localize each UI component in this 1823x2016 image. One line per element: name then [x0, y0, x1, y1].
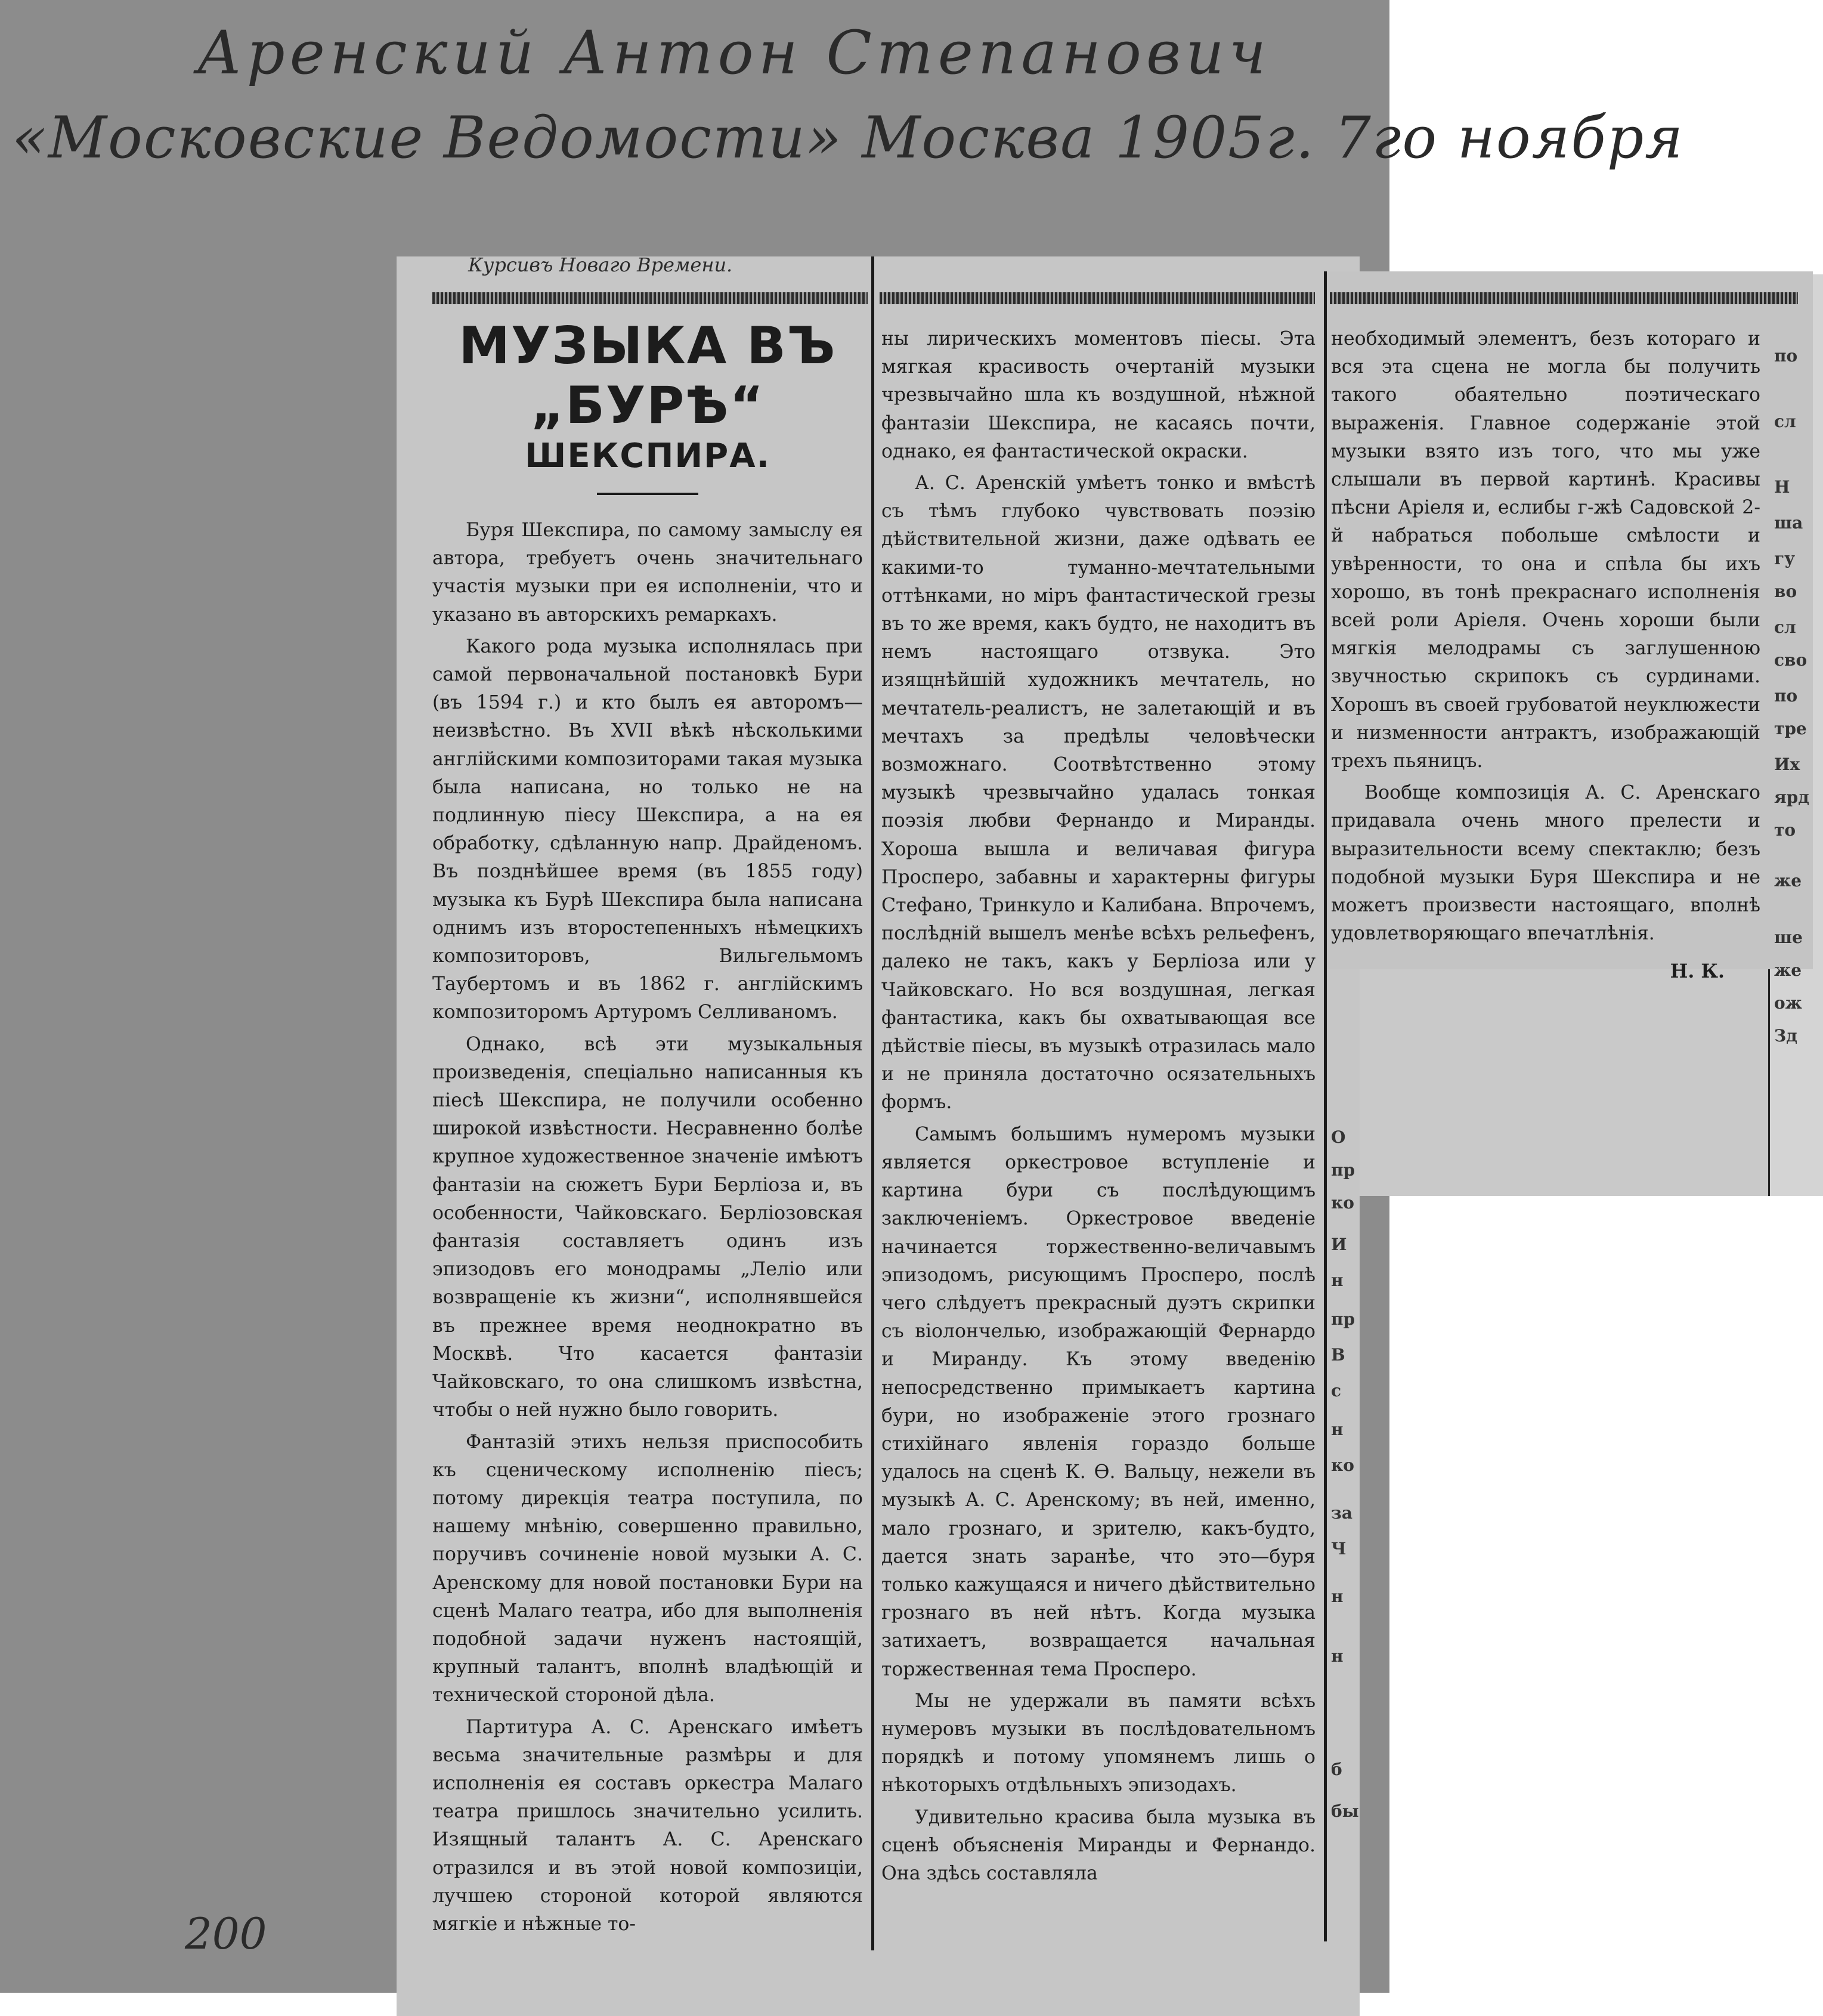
fragment-text: н: [1331, 1420, 1344, 1439]
fragment-text: В: [1331, 1345, 1345, 1365]
fragment-text: то: [1774, 820, 1796, 840]
fragment-text: по: [1774, 346, 1798, 366]
signature: Н. К.: [1670, 960, 1725, 983]
article-subtitle: ШЕКСПИРА.: [525, 437, 770, 475]
running-head: Курсивъ Новаго Времени.: [468, 253, 733, 276]
fragment-text: Ч: [1331, 1539, 1347, 1559]
fragment-text: б: [1331, 1760, 1342, 1779]
fragment-text: сл: [1774, 617, 1796, 637]
top-rule-2: [880, 292, 1315, 304]
paragraph: Вообще композиція А. С. Аренскаго придавала очень много прелести и выразительности всему спектаклю; безъ подобной музыки Буря Шекспира и не можетъ произвести настоящаго, вполнѣ удовлетворяющаго впечатлѣнія.: [1331, 782, 1760, 945]
column-separator-1: [871, 256, 874, 1950]
fragment-text: ко: [1331, 1193, 1354, 1213]
fragment-text: н: [1331, 1587, 1344, 1606]
fragment-text: сво: [1774, 650, 1807, 670]
top-rule-1: [432, 292, 868, 304]
fragment-text: ша: [1774, 513, 1803, 533]
fragment-text: н: [1331, 1646, 1344, 1666]
paragraph: Однако, всѣ эти музыкальныя произведенія, спеціально написанныя къ піесѣ Шекспира, не получили особенно широкой извѣстности. Несравненно болѣе крупное художественное значеніе имѣютъ фантазіи на сюжетъ Бури Берліоза и, въ особенности, Чайковскаго. Берліозовская фантазія составляетъ одинъ изъ эпизодовъ его монодрамы „Леліо или возвращеніе къ жизни“, исполнявшейся въ прежнее время неоднократно въ Москвѣ. Что касается фантазіи Чайковскаго, то она слишкомъ извѣстна, чтобы о ней нужно было говорить.: [432, 1033, 863, 1421]
fragment-text: И: [1331, 1235, 1347, 1254]
fragment-text: пр: [1331, 1309, 1355, 1329]
paragraph: Партитура А. С. Аренскаго имѣетъ весьма значительные размѣры и для исполненія ея составъ оркестра Малаго театра пришлось значительно усилить. Изящный талантъ А. С. Аренскаго отразился и въ этой новой композиціи, лучшею стороной которой являются мягкіе и нѣжные то-: [432, 1716, 863, 1935]
fragment-text: тре: [1774, 719, 1807, 738]
fragment-text: Н: [1774, 477, 1790, 497]
fragment-text: гу: [1774, 549, 1796, 568]
fragment-text: же: [1774, 871, 1802, 890]
column-3: [1331, 325, 1760, 986]
fragment-text: же: [1774, 960, 1802, 980]
paragraph: Какого рода музыка исполнялась при самой первоначальной постановкѣ Бури (въ 1594 г.) и кто былъ ея авторомъ—неизвѣстно. Въ XVII вѣкѣ нѣсколькими англійскими композиторами такая музыка была написана, но только не на подлинную піесу Шекспира, а на ея обработку, сдѣланную напр. Драйденомъ. Въ позднѣйшее время (въ 1855 году) музыка къ Бурѣ Шекспира была написана однимъ изъ второстепенныхъ нѣмецкихъ композиторовъ, Вильгельмомъ Таубертомъ и въ 1862 г. англійскимъ композиторомъ Артуромъ Селливаномъ.: [432, 635, 863, 1024]
page-number: 200: [185, 1909, 267, 1959]
paragraph: Буря Шекспира, по самому замыслу ея автора, требуетъ очень значительнаго участія музыки при ея исполненіи, что и указано въ авторскихъ ремаркахъ.: [432, 520, 863, 626]
fragment-text: во: [1774, 582, 1797, 601]
fragment-text: пр: [1331, 1160, 1355, 1180]
paragraph: ны лирическихъ моментовъ піесы. Эта мягкая красивость очертаній музыки чрезвычайно шла къ воздушной, нѣжной фантазіи Шекспира, не касаясь почти, однако, ея фантастической окраски.: [881, 328, 1316, 462]
paragraph: Мы не удержали въ памяти всѣхъ нумеровъ музыки въ послѣдовательномъ порядкѣ и потому упомянемъ лишь о нѣкоторыхъ отдѣльныхъ эпизодахъ.: [881, 1690, 1316, 1797]
paragraph: Фантазій этихъ нельзя приспособить къ сценическому исполненію піесъ; потому дирекція театра поступила, по нашему мнѣнію, совершенно правильно, поручивъ сочиненіе новой музыки А. С. Аренскому для новой постановки Бури на сценѣ Малаго театра, ибо для выполненія подобной задачи нуженъ настоящій, крупный талантъ, вполнѣ владѣющій и технической стороной дѣла.: [432, 1431, 863, 1706]
fragment-text: Их: [1774, 755, 1800, 774]
article-title: МУЗЫКА ВЪ „БУРѢ“: [459, 316, 837, 435]
fragment-text: ож: [1774, 993, 1802, 1013]
fragment-text: н: [1331, 1270, 1344, 1290]
title-rule: [597, 493, 698, 495]
fragment-text: О: [1331, 1127, 1346, 1147]
handwritten-name: Аренский Антон Степанович: [197, 18, 1271, 88]
column-1: [432, 316, 863, 1938]
fragment-text: за: [1331, 1503, 1353, 1523]
fragment-text: с: [1331, 1381, 1342, 1400]
fragment-text: бы: [1331, 1801, 1359, 1821]
fragment-text: Зд: [1774, 1026, 1797, 1046]
fragment-text: ярд: [1774, 787, 1809, 807]
column-separator-2: [1324, 271, 1327, 1941]
handwritten-source: «Московские Ведомости» Москва 1905г. 7го ноября: [12, 104, 1684, 171]
column-2: [881, 325, 1316, 1888]
paragraph: А. С. Аренскій умѣетъ тонко и вмѣстѣ съ тѣмъ глубоко чувствовать поэзію дѣйствительной жизни, даже одѣвать ее какими-то туманно-мечтательными оттѣнками, но міръ фантастической грезы въ то же время, какъ будто, не находитъ въ немъ настоящаго отзвука. Это изящнѣйшій художникъ мечтатель, но мечтатель-реалистъ, не залетающій и въ мечтахъ за предѣлы человѣчески возможнаго. Соотвѣтственно этому музыкѣ чрезвычайно удалась тонкая поэзія любви Фернандо и Миранды. Хороша вышла и величавая фигура Просперо, забавны и характерны фигуры Стефано, Тринкуло и Калибана. Впрочемъ, послѣдній вышелъ менѣе всѣхъ рельефенъ, далеко не такъ, какъ у Берліоза или у Чайковскаго. Но вся воздушная, легкая фантастика, какъ бы охватывающая все дѣйствіе піесы, въ музыкѣ отразилась мало и не приняла достаточно осязательныхъ формъ.: [881, 472, 1316, 1114]
fragment-text: по: [1774, 686, 1798, 706]
paragraph: необходимый элементъ, безъ котораго и вся эта сцена не могла бы получить такого обаятельно поэтическаго выраженія. Главное содержаніе этой музыки взято изъ того, что мы уже слышали въ первой картинѣ. Красивы пѣсни Аріеля и, еслибы г-жѣ Садовской 2-й набраться побольше смѣлости и увѣренности, то она и спѣла бы ихъ хорошо, въ тонѣ прекраснаго исполненія всей роли Аріеля. Очень хороши были мягкія мелодрамы съ заглушенною звучностью скрипокъ съ сурдинами. Хорошъ въ своей грубоватой неуклюжести и низменности антрактъ, изображающій трехъ пьяницъ.: [1331, 328, 1760, 772]
fragment-text: ко: [1331, 1455, 1354, 1475]
top-rule-3: [1330, 292, 1798, 304]
paragraph: Удивительно красива была музыка въ сценѣ объясненія Миранды и Фернандо. Она здѣсь составляла: [881, 1806, 1316, 1884]
paragraph: Самымъ большимъ нумеромъ музыки является оркестровое вступленіе и картина бури съ послѣдующимъ заключеніемъ. Оркестровое введеніе начинается торжественно-величавымъ эпизодомъ, рисующимъ Просперо, послѣ чего слѣдуетъ прекрасный дуэтъ скрипки съ віолончелью, изображающій Фернардо и Миранду. Къ этому введенію непосредственно примыкаетъ картина бури, но изображеніе этого грознаго стихійнаго явленія гораздо больше удалось на сценѣ К. Ѳ. Вальцу, нежели въ музыкѣ А. С. Аренскому; въ ней, именно, мало грознаго, и зрителю, какъ-будто, дается знать заранѣе, что это—буря только кажущаяся и ничего дѣйствительно грознаго въ ней нѣтъ. Когда музыка затихаетъ, возвращается начальная торжественная тема Просперо.: [881, 1123, 1316, 1680]
fragment-text: ше: [1774, 927, 1803, 947]
fragment-text: сл: [1774, 412, 1796, 431]
